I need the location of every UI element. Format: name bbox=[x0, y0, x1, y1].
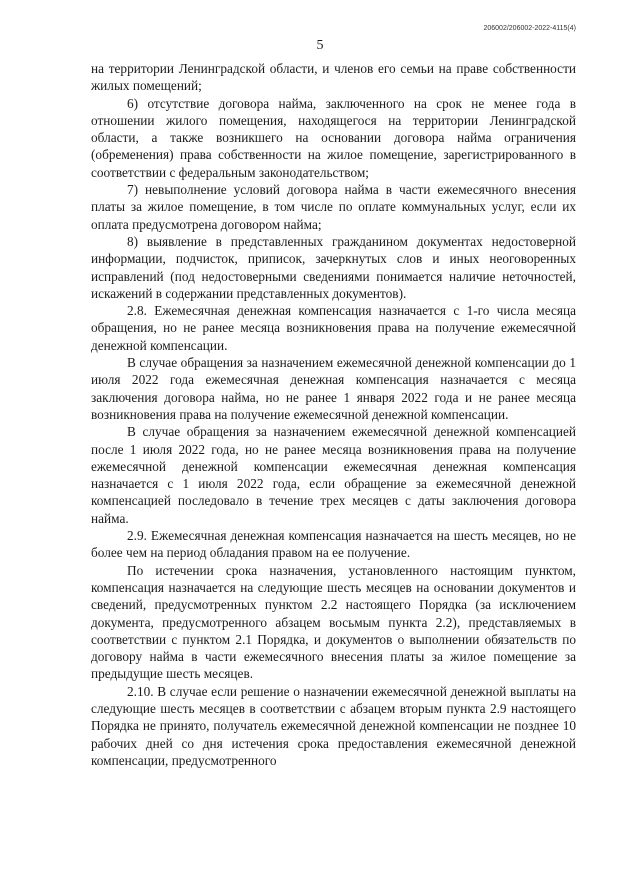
paragraph-2-8-case-after: В случае обращения за назначением ежемесячной денежной компенсацией после 1 июля 2022 года, но не ранее месяца возникновения права на получение ежемесячной денежной компенсации ежемесячная денежная компенсация назначается с 1 июля 2022 года, если обращение за ежемесячной денежной компенсацией последовало в течение трех месяцев с даты заключения договора найма. bbox=[91, 424, 576, 526]
paragraph-2-9: 2.9. Ежемесячная денежная компенсация назначается на шесть месяцев, но не более чем на период обладания правом на ее получение. bbox=[91, 528, 576, 561]
document-body bbox=[91, 60, 576, 769]
paragraph-item-8: 8) выявление в представленных гражданином документах недостоверной информации, подчисток, приписок, зачеркнутых слов и иных неоговоренных исправлений (под недостоверными сведениями понимается наличие неточностей, искажений в содержании представленных документов). bbox=[91, 233, 576, 301]
paragraph-2-8-case-before: В случае обращения за назначением ежемесячной денежной компенсации до 1 июля 2022 года ежемесячная денежная компенсация назначается с месяца заключения договора найма, но не ранее 1 января 2022 года и не ранее месяца возникновения права на получение ежемесячной денежной компенсации. bbox=[91, 355, 576, 422]
paragraph-item-7: 7) невыполнение условий договора найма в части ежемесячного внесения платы за жилое помещение, в том числе по оплате коммунальных услуг, если их оплата предусмотрена договором найма; bbox=[91, 182, 576, 232]
page-number: 5 bbox=[316, 38, 324, 53]
paragraph-2-9-renewal: По истечении срока назначения, установленного настоящим пунктом, компенсация назначается на следующие шесть месяцев на основании документов и сведений, предусмотренных пунктом 2.2 настоящего Порядка (за исключением документа, предусмотренного абзацем восьмым пункта 2.2), представляемых в соответствии с пунктом 2.1 Порядка, и документов о выполнении обязательств по договору найма в части ежемесячного внесения платы за жилое помещение за предыдущие шесть месяцев. bbox=[91, 562, 576, 682]
paragraph-item-6: 6) отсутствие договора найма, заключенного на срок не менее года в отношении жилого помещения, находящегося на территории Ленинградской области, а также возникшего на основании договора найма ограничения (обременения) права собственности на жилое помещение, зарегистрированного в соответствии с федеральным законодательством; bbox=[91, 95, 576, 180]
document-code: 206002/206002-2022-4115(4) bbox=[483, 25, 576, 32]
paragraph-2-10: 2.10. В случае если решение о назначении ежемесячной денежной выплаты на следующие шесть месяцев в соответствии с абзацем вторым пункта 2.9 настоящего Порядка не принято, получатель ежемесячной денежной компенсации не позднее 10 рабочих дней со дня истечения срока предоставления ежемесячной денежной компенсации, предусмотренного bbox=[91, 683, 576, 768]
paragraph-continuation: на территории Ленинградской области, и членов его семьи на праве собственности жилых помещений; bbox=[91, 61, 576, 94]
paragraph-2-8: 2.8. Ежемесячная денежная компенсация назначается с 1-го числа месяца обращения, но не ранее месяца возникновения права на получение ежемесячной денежной компенсации. bbox=[91, 303, 576, 353]
